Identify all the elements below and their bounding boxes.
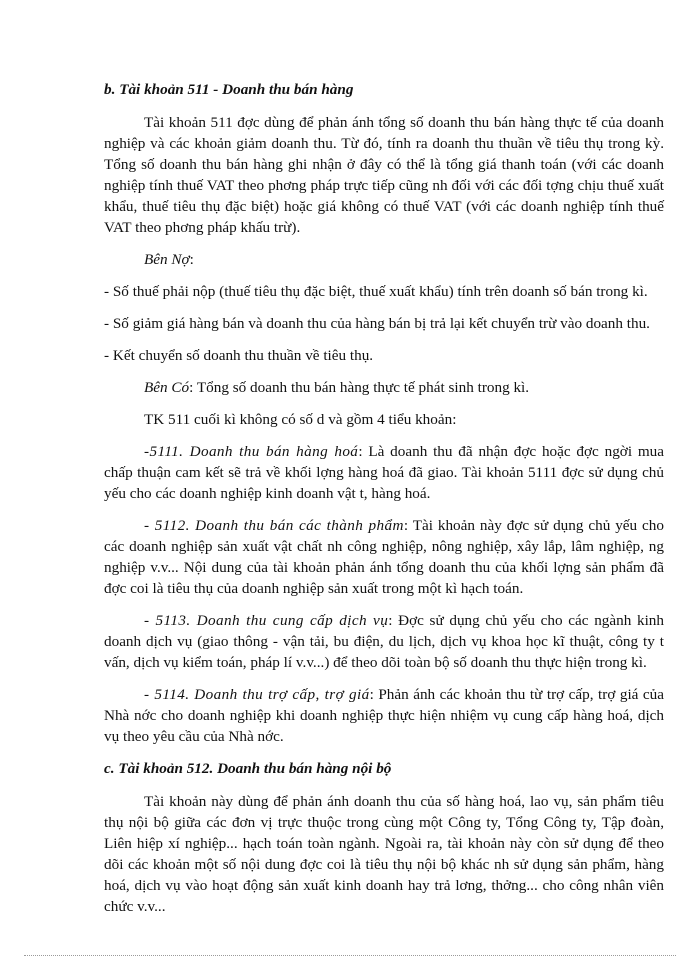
tk511-subaccounts-line: TK 511 cuối kì không có số d và gồm 4 tiểu khoản: — [144, 411, 457, 428]
section-heading-c: c. Tài khoản 512. Doanh thu bán hàng nội bộ — [104, 760, 392, 777]
subaccount-5114-label: - 5114. Doanh thu trợ cấp, trợ giá — [144, 686, 370, 703]
debit-item-3: - Kết chuyển số doanh thu thuần về tiêu thụ. — [104, 347, 374, 364]
subaccount-5113-label: - 5113. Doanh thu cung cấp dịch vụ — [144, 612, 389, 629]
debit-item-1: - Số thuế phải nộp (thuế tiêu thụ đặc biệt, thuế xuất khẩu) tính trên doanh số bán trong kì. — [104, 283, 648, 300]
subaccount-5111 — [104, 441, 664, 504]
ben-no-label: Bên Nợ — [144, 251, 190, 268]
paragraph-tk512: Tài khoản này dùng để phản ánh doanh thu của số hàng hoá, lao vụ, sản phẩm tiêu thụ nội bộ giữa các đơn vị trực thuộc trong cùng một Công ty, Tổng Công ty, Tập đoàn, Liên hiệp xí nghiệp... hạch toán toàn ngành. Ngoài ra, tài khoản này còn sử dụng để theo dõi các khoản một số nội dung đợc coi là tiêu thụ nội bộ khác nh sử dụng sản phẩm, hàng hoá, dịch vụ vào hoạt động sản xuất kinh doanh hay trả lơng, thởng... cho công nhân viên chức v.v... — [104, 793, 664, 915]
subaccount-5112-text: : Tài khoản này đợc sử dụng chủ yếu cho các doanh nghiệp sản xuất vật chất nh công nghiệp, nông nghiệp, xây lắp, lâm nghiệp, ng nghiệp v.v... Nội dung của tài khoản phản ánh tổng doanh thu của khối lợng sản phẩm đã đợc coi là tiêu thụ của doanh nghiệp sản xuất trong một kì hạch toán. — [104, 517, 664, 597]
subaccount-5112-label: - 5112. Doanh thu bán các thành phẩm — [144, 517, 404, 534]
ben-no-colon: : — [189, 251, 194, 268]
page-bottom-divider — [24, 955, 676, 956]
subaccount-5113 — [104, 610, 664, 673]
page-content — [104, 79, 664, 928]
subaccount-5111-text: : Là doanh thu đã nhận đợc hoặc đợc ngời mua chấp thuận cam kết sẽ trả về khối lợng hàng hoá đã giao. Tài khoản 5111 đợc sử dụng chủ yếu cho các doanh nghiệp kinh doanh vật t, hàng hoá. — [104, 443, 665, 502]
subaccount-5111-label: -5111. Doanh thu bán hàng hoá — [144, 443, 359, 460]
paragraph-tk511-intro: Tài khoản 511 đợc dùng để phản ánh tổng số doanh thu bán hàng thực tế của doanh nghiệp và các khoản giảm doanh thu. Từ đó, tính ra doanh thu thuần về tiêu thụ trong kỳ. Tổng số doanh thu bán hàng ghi nhận ở đây có thể là tổng giá thanh toán (với các doanh nghiệp tính thuế VAT theo phơng pháp trực tiếp cũng nh đối với các đối tợng chịu thuế xuất khẩu, thuế tiêu thụ đặc biệt) hoặc giá không có thuế VAT (với các doanh nghiệp tính thuế VAT theo phơng pháp khấu trừ). — [104, 114, 664, 236]
debit-item-2: - Số giảm giá hàng bán và doanh thu của hàng bán bị trả lại kết chuyển trừ vào doanh thu. — [104, 315, 650, 332]
subaccount-5113-text: : Đợc sử dụng chủ yếu cho các ngành kinh doanh dịch vụ (giao thông - vận tải, bu điện, du lịch, dịch vụ khoa học kĩ thuật, công ty t vấn, dịch vụ kiểm toán, pháp lí v.v...) để theo dõi toàn bộ số doanh thu thực hiện trong kì. — [104, 612, 664, 671]
subaccount-5114-text: : Phản ánh các khoản thu từ trợ cấp, trợ giá của Nhà nớc cho doanh nghiệp khi doanh nghiệp thực hiện nhiệm vụ cung cấp hàng hoá, dịch vụ theo yêu cầu của Nhà nớc. — [104, 686, 664, 745]
ben-co-text: : Tổng số doanh thu bán hàng thực tế phát sinh trong kì. — [189, 379, 530, 396]
subaccount-5112 — [104, 515, 664, 599]
section-heading-b: b. Tài khoản 511 - Doanh thu bán hàng — [104, 81, 354, 98]
ben-co-label: Bên Có — [144, 379, 190, 396]
ben-no-line — [104, 249, 664, 270]
ben-co-line — [104, 377, 664, 398]
subaccount-5114 — [104, 684, 664, 747]
